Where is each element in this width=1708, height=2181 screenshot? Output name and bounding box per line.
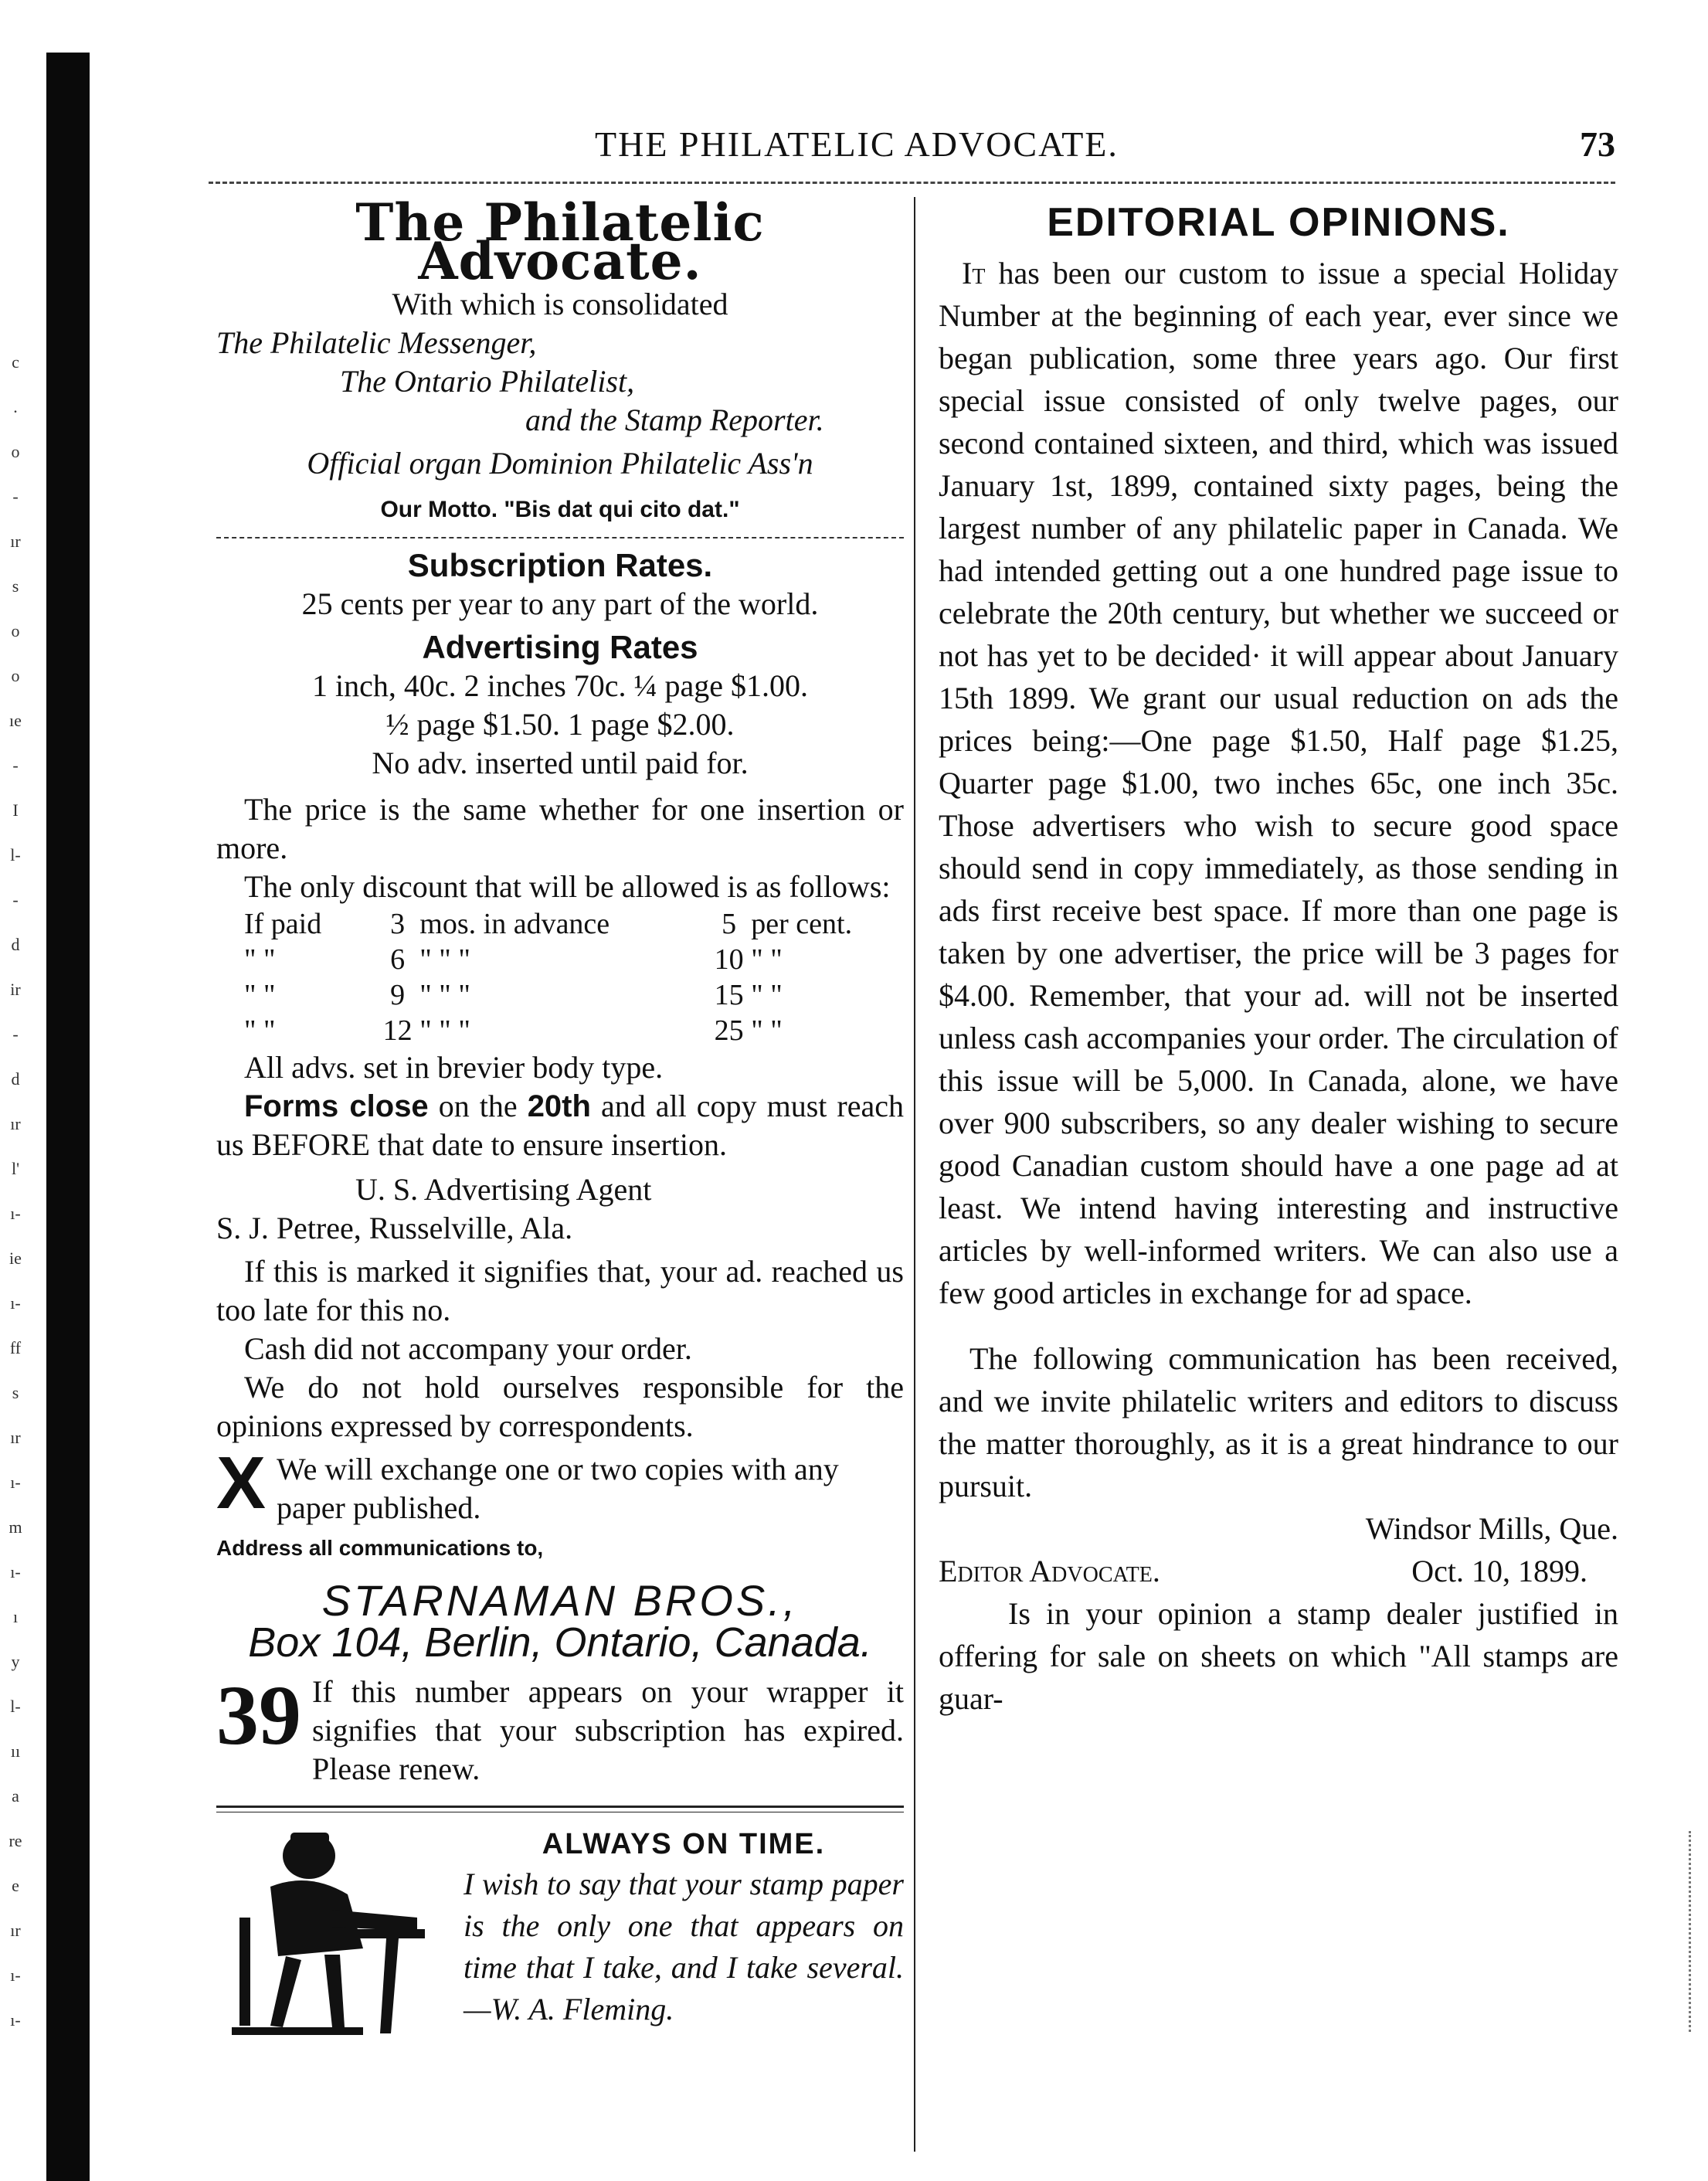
- discount-cell: " ": [751, 1014, 783, 1047]
- consolidated-paper-3: and the Stamp Reporter.: [525, 403, 824, 437]
- margin-mark: ır: [10, 1428, 21, 1447]
- margin-mark: ff: [9, 1338, 22, 1357]
- discount-row: [216, 1013, 904, 1048]
- renewal-text: If this number appears on your wrapper it signifies that your subscription has expired. Please renew.: [312, 1674, 904, 1786]
- publisher-name: STARNAMAN BROS.,: [321, 1576, 799, 1625]
- bottom-rule: [216, 1806, 904, 1812]
- page-header: [224, 124, 1615, 178]
- margin-mark: y: [11, 1652, 20, 1671]
- margin-mark: a: [12, 1786, 19, 1806]
- margin-mark: ı-: [10, 1473, 21, 1492]
- margin-mark: ir: [10, 980, 21, 999]
- margin-mark: m: [8, 1517, 22, 1537]
- margin-mark: l': [11, 1159, 20, 1178]
- consolidated-paper-1: The Philatelic Messenger,: [216, 325, 537, 360]
- discount-row: [216, 906, 904, 942]
- discount-cell: 6: [390, 943, 406, 976]
- forms-close-mid: on the: [438, 1089, 518, 1123]
- discount-row: [216, 977, 904, 1013]
- publisher-address: Box 104, Berlin, Ontario, Canada.: [248, 1619, 872, 1666]
- margin-mark: o: [11, 442, 20, 461]
- discount-cell: 10: [714, 943, 744, 976]
- address-line: Address all communications to,: [216, 1536, 544, 1560]
- page-number: 73: [1580, 124, 1615, 164]
- editorial-paragraph-1-text: has been our custom to issue a special Holiday Number at the beginning of each year, ever since we began publication, some three years ago. Our first special issue consisted of only twelve pages, our second contained sixteen, and third, which was issued January 1st, 1899, contained sixty pages, being the largest number of any philatelic paper in Canada. We had intended getting out a one hundred page issue to celebrate the 20th century, but whether we succeed or not has yet to be decided· it will appear about January 15th 1899. We grant our usual reduction on ads the prices being:—One page $1.50, Half page $1.25, Quarter page $1.00, two inches 65c, one inch 35c. Those advertisers who wish to secure good space should send in copy immediately, as those sending in ads first receive best space. If more than one page is taken by one advertiser, the price will be 3 pages for $4.00. Remember, that your ad. will not be inserted unless cash accompanies your order. The circulation of this issue will be 5,000. In Canada, alone, we have over 900 subscribers, so any dealer wishing to secure good Canadian custom should have a one page ad at least. We intend having interesting and instructive articles by well-informed writers. We can also use a few good articles in exchange for ad space.: [939, 256, 1619, 1310]
- binding-spine: [46, 53, 90, 2181]
- margin-mark: -: [12, 1024, 19, 1044]
- renewal-row: [216, 1668, 904, 1789]
- discount-cell: If paid: [244, 908, 322, 940]
- official-organ: Official organ Dominion Philatelic Ass'n: [307, 446, 813, 481]
- margin-mark: .: [13, 397, 18, 416]
- testimonial-title: ALWAYS ON TIME.: [542, 1828, 826, 1860]
- testimonial-text: I wish to say that your stamp paper is the only one that appears on time that I take, and I take several.—W. A. Fleming.: [464, 1867, 904, 2026]
- discount-cell: 25: [714, 1014, 744, 1047]
- marked-notice: If this is marked it signifies that, your ad. reached us too late for this no.: [216, 1254, 904, 1327]
- rates-line-3: No adv. inserted until paid for.: [372, 746, 749, 780]
- discount-cell: " ": [751, 943, 783, 976]
- renewal-number: 39: [216, 1668, 301, 1762]
- cash-notice: Cash did not accompany your order.: [244, 1331, 692, 1366]
- responsibility-notice: We do not hold ourselves responsible for the opinions expressed by correspondents.: [216, 1370, 904, 1443]
- margin-mark: ı: [12, 1607, 19, 1626]
- margin-mark: ır: [10, 1921, 21, 1940]
- price-text: The price is the same whether for one insertion or more.: [216, 792, 904, 865]
- letter-salutation-row: [939, 1550, 1618, 1592]
- margin-mark: ı-: [10, 2010, 21, 2030]
- discount-cell: 9: [390, 979, 406, 1011]
- forms-close-bold: Forms close: [244, 1089, 429, 1123]
- consolidated-line: With which is consolidated: [392, 287, 728, 321]
- subscription-title: Subscription Rates.: [407, 547, 713, 583]
- margin-mark: s: [12, 576, 19, 596]
- margin-mark: -: [12, 890, 19, 909]
- exchange-x-mark: X: [216, 1442, 267, 1524]
- margin-mark: ır: [10, 1114, 21, 1133]
- margin-mark: c: [12, 352, 19, 372]
- forms-close-rest: and all copy must reach us BEFORE that date to ensure insertion.: [216, 1089, 905, 1162]
- margin-mark: l-: [10, 845, 21, 865]
- discount-cell: 15: [714, 979, 744, 1011]
- exchange-row: [216, 1442, 904, 1527]
- exchange-text: We will exchange one or two copies with any paper published.: [277, 1452, 839, 1525]
- forms-close-text: [216, 1087, 904, 1164]
- consolidated-paper-2: The Ontario Philatelist,: [340, 364, 635, 399]
- running-head: THE PHILATELIC ADVOCATE.: [595, 124, 1119, 164]
- margin-mark: l-: [10, 1697, 21, 1716]
- letter-place: Windsor Mills, Que.: [1365, 1511, 1618, 1546]
- motto-rule: [216, 537, 904, 538]
- advertising-title: Advertising Rates: [422, 629, 698, 665]
- discount-cell: " " ": [419, 979, 470, 1011]
- discount-cell: 5: [722, 908, 737, 940]
- rates-line-1: 1 inch, 40c. 2 inches 70c. ¼ page $1.00.: [311, 668, 809, 703]
- testimonial: [464, 1825, 904, 2041]
- margin-mark: ı-: [10, 1965, 21, 1985]
- brevier-text: All advs. set in brevier body type.: [244, 1050, 664, 1085]
- discount-cell: mos. in advance: [419, 908, 610, 940]
- discount-cell: per cent.: [751, 908, 853, 940]
- letter-addressee: Editor Advocate.: [939, 1554, 1160, 1588]
- margin-mark: o: [11, 621, 20, 640]
- column-rule: [914, 197, 915, 2152]
- discount-cell: " ": [244, 979, 276, 1011]
- editorial-paragraph-2: The following communication has been received, and we invite philatelic writers and editors to discuss the matter thoroughly, as it is a great hindrance to our pursuit.: [939, 1341, 1618, 1503]
- right-edge-mark: [1689, 1831, 1697, 2032]
- margin-mark: d: [11, 935, 20, 954]
- discount-cell: " ": [244, 1014, 276, 1047]
- margin-mark: I: [12, 800, 19, 820]
- margin-mark: ıı: [10, 1741, 21, 1761]
- masthead: The Philatelic Advocate.: [355, 192, 765, 291]
- editorial-lead-word: It: [962, 256, 986, 290]
- discount-cell: " " ": [419, 1014, 470, 1047]
- always-on-time-block: [216, 1825, 904, 2041]
- discount-cell: 12: [382, 1014, 413, 1047]
- letter-body: Is in your opinion a stamp dealer justified in offering for sale on sheets on which "All stamps are guar-: [939, 1596, 1618, 1716]
- margin-mark: ıe: [9, 711, 22, 730]
- rates-line-2: ½ page $1.50. 1 page $2.00.: [385, 707, 735, 742]
- margin-mark: ie: [9, 1248, 22, 1268]
- margin-mark: ı-: [10, 1204, 21, 1223]
- left-column: [216, 192, 905, 2041]
- margin-mark: ı-: [10, 1293, 21, 1313]
- discount-table: [216, 906, 904, 1048]
- margin-mark: s: [12, 1383, 19, 1402]
- agent-name: S. J. Petree, Russelville, Ala.: [216, 1211, 573, 1245]
- subscription-text: 25 cents per year to any part of the world.: [301, 586, 819, 621]
- margin-bleed-marks: [0, 340, 31, 2043]
- editorial-paragraph-1: [939, 252, 1618, 1314]
- discount-cell: " ": [244, 943, 276, 976]
- margin-mark: -: [12, 756, 19, 775]
- seated-man-illustration: [216, 1825, 448, 2041]
- discount-cell: " ": [751, 979, 783, 1011]
- discount-intro: The only discount that will be allowed is as follows:: [244, 869, 891, 904]
- margin-mark: ı-: [10, 1562, 21, 1581]
- discount-cell: " " ": [419, 943, 470, 976]
- discount-cell: 3: [390, 908, 406, 940]
- header-rule: [209, 182, 1615, 184]
- editorial-title: EDITORIAL OPINIONS.: [1047, 200, 1510, 245]
- right-column: [939, 197, 1618, 1720]
- discount-row: [216, 942, 904, 977]
- margin-mark: o: [11, 666, 20, 685]
- margin-mark: re: [8, 1831, 22, 1850]
- forms-close-date: 20th: [527, 1089, 591, 1123]
- letter-date: Oct. 10, 1899.: [1411, 1554, 1587, 1588]
- margin-mark: ır: [10, 532, 21, 551]
- margin-mark: e: [12, 1876, 19, 1895]
- margin-mark: -: [12, 487, 19, 506]
- motto: Our Motto. "Bis dat qui cito dat.": [380, 497, 740, 522]
- agent-title: U. S. Advertising Agent: [355, 1172, 652, 1207]
- margin-mark: d: [11, 1069, 20, 1089]
